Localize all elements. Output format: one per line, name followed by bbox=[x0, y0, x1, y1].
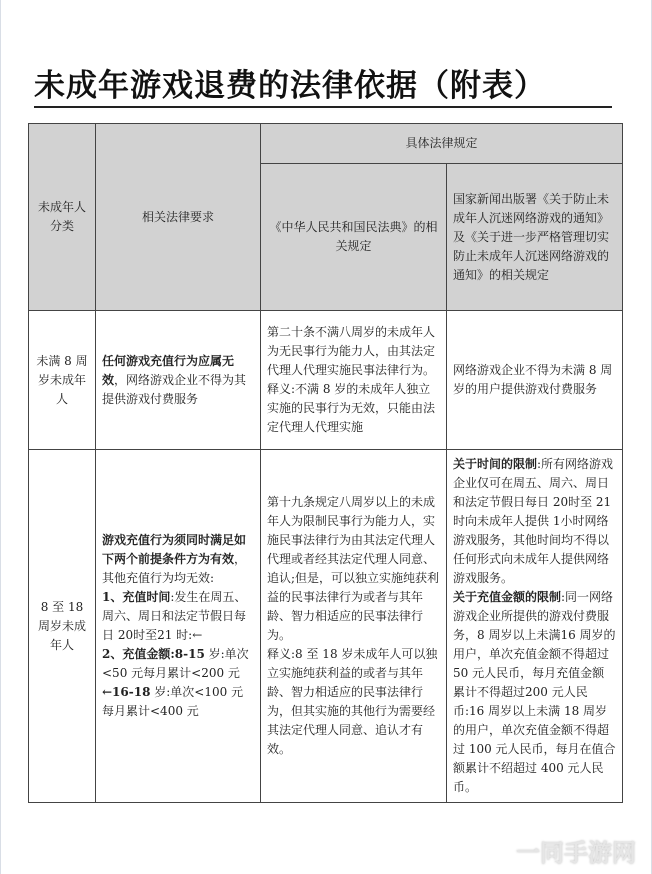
row-requirements bbox=[96, 450, 261, 803]
header-press-notice: 国家新闻出版署《关于防止未成年人沉迷网络游戏的通知》及《关于进一步严格管理切实防止未成年人沉迷网络游戏的通知》的相关规定 bbox=[447, 164, 623, 311]
requirement-text: ，网络游戏企业不得为其提供游戏付费服务 bbox=[102, 372, 247, 406]
header-requirements: 相关法律要求 bbox=[96, 124, 261, 311]
header-civil-code: 《中华人民共和国民法典》的相关规定 bbox=[261, 164, 447, 311]
row-category: 未满 8 周岁未成年人 bbox=[29, 311, 96, 450]
watermark-logo: 一同手游网 bbox=[516, 839, 636, 867]
requirement-emphasis: 任何游戏充值行为应属无效 bbox=[102, 353, 235, 387]
row-civil-code bbox=[261, 311, 447, 450]
header-row-1 bbox=[29, 124, 623, 164]
notice-amount-label: 关于充值金额的限制 bbox=[453, 590, 562, 604]
requirement-item-label: ←16-18 bbox=[102, 685, 151, 699]
row-category: 8 至 18 周岁未成年人 bbox=[29, 450, 96, 803]
requirement-item-text: 岁:单次<50 元每月累计<200 元 bbox=[102, 647, 249, 680]
requirement-item-text: :发生在周五、周六、周日和法定节假日每日 20时至21 时:← bbox=[102, 590, 247, 642]
legal-basis-table bbox=[28, 123, 623, 803]
header-category: 未成年人分类 bbox=[29, 124, 96, 311]
table-row bbox=[29, 450, 623, 803]
row-press-notice bbox=[447, 450, 623, 803]
title-underline bbox=[34, 106, 612, 108]
page-title: 未成年游戏退费的法律依据（附表） bbox=[34, 68, 546, 104]
row-civil-code bbox=[261, 450, 447, 803]
requirement-emphasis: 游戏充值行为须同时满足如下两个前提条件方为有效 bbox=[102, 533, 247, 566]
notice-time-text: :所有网络游戏企业仅可在周五、周六、周日和法定节假日每日 20时至 21时向未成年人提供 1小时网络游戏服务，其他时间均不得以任何形式向未成年人提供网络游戏服务。 bbox=[453, 457, 614, 585]
requirement-text: ，其他充值行为均无效: bbox=[102, 552, 247, 585]
requirement-item-text: 岁:单次<100 元每月累计<400 元 bbox=[102, 685, 244, 718]
civil-article: 第十九条规定八周岁以上的未成年人为限制民事行为能力人，实施民事法律行为由其法定代理人代理或者经其法定代理人同意、追认;但是，可以独立实施纯获利益的民事法律行为或者与其年龄、智力相适应的民事法律行为。 bbox=[267, 495, 440, 642]
civil-article: 第二十条不满八周岁的未成年人为无民事行为能力人，由其法定代理人代理实施民事法律行为。 bbox=[267, 325, 436, 377]
notice-amount-text: :同一网络游戏企业所提供的游戏付费服务，8 周岁以上未满16 周岁的用户，单次充值金额不得超过 50 元人民币，每月充值金额累计不得超过200 元人民币:16 周岁以上未满 18 周岁的用户，单次充值金额不得超过 100 元人民币，每月在值合额累计不绍超过 400 元人民币。 bbox=[453, 590, 616, 794]
civil-interpretation: 释义:8 至 18 岁未成年人可以独立实施纯获利益的或者与其年龄、智力相适应的民事法律行为，但其实施的其他行为需要经其法定代理人同意、追认才有效。 bbox=[267, 647, 438, 756]
row-press-notice: 网络游戏企业不得为未满 8 周岁的用户提供游戏付费服务 bbox=[447, 311, 623, 450]
civil-interpretation: 释义:不满 8 岁的未成年人独立实施的民事行为无效，只能由法定代理人代理实施 bbox=[267, 382, 436, 434]
table-row bbox=[29, 311, 623, 450]
requirement-item-label: 2、充值金额:8-15 bbox=[102, 647, 205, 661]
row-requirements bbox=[96, 311, 261, 450]
notice-time-label: 关于时间的限制 bbox=[453, 457, 538, 471]
requirement-item-label: 1、充值时间 bbox=[102, 590, 171, 604]
header-specific-provisions: 具体法律规定 bbox=[261, 124, 623, 164]
